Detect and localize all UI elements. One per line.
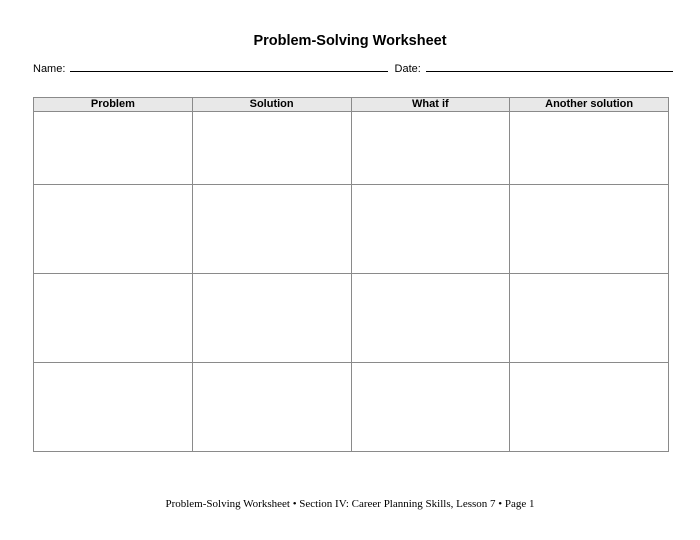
table-row bbox=[34, 112, 669, 185]
table-cell[interactable] bbox=[351, 363, 510, 452]
header-problem: Problem bbox=[34, 98, 193, 112]
name-label: Name: bbox=[33, 63, 66, 75]
date-label: Date: bbox=[394, 63, 421, 75]
header-what-if: What if bbox=[351, 98, 510, 112]
table-cell[interactable] bbox=[34, 112, 193, 185]
worksheet-table bbox=[33, 97, 669, 452]
table-cell[interactable] bbox=[192, 363, 351, 452]
table-cell[interactable] bbox=[510, 112, 669, 185]
table-row bbox=[34, 185, 669, 274]
table-cell[interactable] bbox=[510, 363, 669, 452]
date-field[interactable] bbox=[426, 60, 673, 72]
header-another-solution: Another solution bbox=[510, 98, 669, 112]
table-cell[interactable] bbox=[351, 274, 510, 363]
table-cell[interactable] bbox=[192, 185, 351, 274]
header-solution: Solution bbox=[192, 98, 351, 112]
table-cell[interactable] bbox=[34, 274, 193, 363]
table-cell[interactable] bbox=[351, 112, 510, 185]
table-cell[interactable] bbox=[510, 185, 669, 274]
name-field[interactable] bbox=[70, 60, 388, 72]
table-cell[interactable] bbox=[351, 185, 510, 274]
page-title: Problem-Solving Worksheet bbox=[253, 33, 447, 49]
table-header-row bbox=[34, 98, 669, 112]
table-cell[interactable] bbox=[192, 112, 351, 185]
table-cell[interactable] bbox=[510, 274, 669, 363]
name-date-line bbox=[33, 60, 673, 76]
table-cell[interactable] bbox=[192, 274, 351, 363]
table-row bbox=[34, 274, 669, 363]
table-row bbox=[34, 363, 669, 452]
table-cell[interactable] bbox=[34, 363, 193, 452]
table-cell[interactable] bbox=[34, 185, 193, 274]
page-footer: Problem-Solving Worksheet • Section IV: Career Planning Skills, Lesson 7 • Page 1 bbox=[165, 498, 535, 510]
